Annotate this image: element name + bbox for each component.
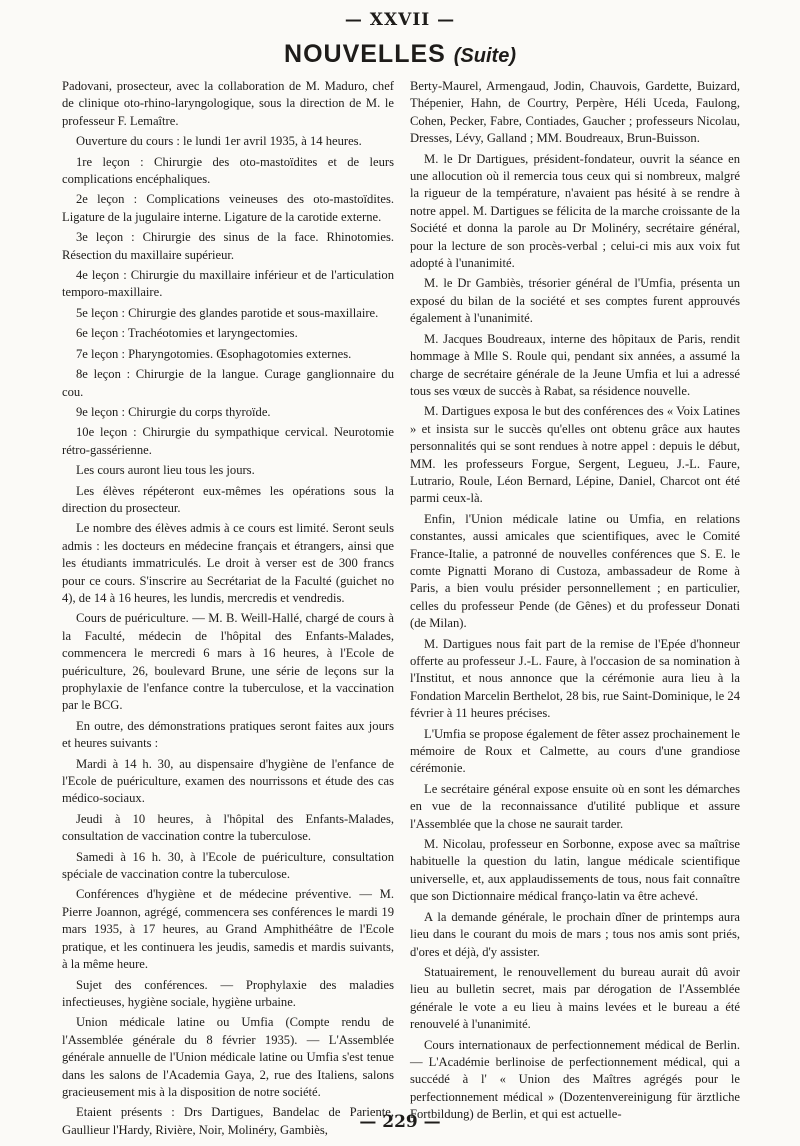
paragraph: Conférences d'hygiène et de médecine préventive. — M. Pierre Joannon, agrégé, commencera ses conférences le mardi 19 mars 1935, à 17 heures, au Grand Amphithéâtre de l'Ecole pratique, et les continuera les jeudis, samedis et mardis suivants, à la même heure. [62,887,394,972]
paragraph: 7e leçon : Pharyngotomies. Œsophagotomies externes. [76,346,352,361]
paragraph: 3e leçon : Chirurgie des sinus de la face. Rhinotomies. Résection du maxillaire supérieur. [62,230,394,262]
paragraph: M. Nicolau, professeur en Sorbonne, expose avec sa maîtrise habituelle la question du latin, langue médicale scientifique universelle, et, aux applaudissements de tous, nous fait connaître que son Dictionnaire médical franço-latin va être achevé. [410,837,740,904]
paragraph: 1re leçon : Chirurgie des oto-mastoïdites et de leurs complications encéphaliques. [62,154,394,187]
right-column [410,78,740,1122]
roman-folio: — XXVII — [344,10,456,30]
paragraph: A la demande générale, le prochain dîner de printemps aura lieu dans le courant du mois de mars ; tous nos amis sont priés, d'ores et déjà, d'y assister. [410,909,740,959]
paragraph: Jeudi à 10 heures, à l'hôpital des Enfants-Malades, consultation de vaccination contre la tuberculose. [62,811,394,844]
heading-title: NOUVELLES [284,40,446,68]
page-number: — 229 — [359,1112,441,1132]
paragraph: En outre, des démonstrations pratiques seront faites aux jours et heures suivants : [62,718,394,751]
paragraph: Padovani, prosecteur, avec la collaboration de M. Maduro, chef de clinique oto-rhino-laryngologique, sous la direction de M. le professeur F. Lemaître. [62,79,394,128]
paragraph: Enfin, l'Union médicale latine ou Umfia, en relations constantes, aussi amicales que scientifiques, avec le Comité France-Italie, a patronné de nouvelles conférences que S. E. le comte Pignatti Morano di Custoza, ambassadeur de Rome à Paris, a bien voulu présider personnellement ; en particulier, celles du professeur Pende (de Gênes) et du professeur Donati (de Milan). [410,511,740,631]
paragraph: Etaient présents : Drs Dartigues, Bandelac de Pariente, Gaullieur l'Hardy, Rivière, Noir, Molinéry, Gambiès, [62,1105,394,1137]
paragraph: Statuairement, le renouvellement du bureau aurait dû avoir lieu au bulletin secret, mais par dérogation de l'Assemblée générale le vote a eu lieu à mains levées et le bureau a été renouvelé à l'unanimité. [410,964,740,1032]
paragraph: M. Dartigues nous fait part de la remise de l'Epée d'honneur offerte au professeur J.-L. Faure, à l'occasion de sa nomination à l'Institut, et nous annonce que la cérémonie aura lieu à la Fondation Marcelin Berthelot, 28 bis, rue Saint-Dominique, le 24 février à 11 heures précises. [410,636,740,721]
paragraph: 5e leçon : Chirurgie des glandes parotide et sous-maxillaire. [76,305,379,320]
paragraph: M. Jacques Boudreaux, interne des hôpitaux de Paris, rendit hommage à Mlle S. Roule qui, pendant six années, a assumé la charge de secrétaire générale de la Jeune Umfia et lui a adressé tous ses vœux de succès à Rabat, sa résidence nouvelle. [410,331,740,398]
paragraph: M. Dartigues exposa le but des conférences des « Voix Latines » et insista sur le succès qu'elles ont obtenu grâce aux hautes personnalités qui se sont rendues à notre appel : depuis le début, MM. les professeurs Forgue, Sergent, Legueu, J.-L. Faure, Lutrario, Roule, Léon Bernard, Lépine, Daniel, Charcot ont été parmi ceux-là. [410,404,740,506]
paragraph: Berty-Maurel, Armengaud, Jodin, Chauvois, Gardette, Buizard, Thépenier, Hahn, de Courtry, Perpère, Héli Uceda, Faulong, Cohen, Pecker, Fabre, Contiades, Gaucher ; professeurs Nicolau, Dresses, Lévy, Galland ; MM. Boudreaux, Brun-Buisson. [410,79,740,146]
paragraph: 4e leçon : Chirurgie du maxillaire inférieur et de l'articulation temporo-maxillaire. [62,268,394,300]
paragraph: Cours de puériculture. — M. B. Weill-Hallé, chargé de cours à la Faculté, médecin de l'hôpital des Enfants-Malades, commencera le mercredi 6 mars à 16 heures, à l'Ecole de puériculture, 26, boulevard Brune, une série de leçons sur la prophylaxie de l'enfance contre la tuberculose, et la vaccination par le BCG. [62,611,394,713]
section-heading [0,40,800,69]
paragraph: 8e leçon : Chirurgie de la langue. Curage ganglionnaire du cou. [62,367,394,399]
paragraph: Les élèves répéteront eux-mêmes les opérations sous la direction du prosecteur. [62,483,394,515]
left-column [62,78,394,1137]
paragraph: 9e leçon : Chirurgie du corps thyroïde. [76,404,271,419]
paragraph: M. le Dr Gambiès, trésorier général de l'Umfia, présenta un exposé du bilan de la société et ses comptes furent approuvés également à l'unanimité. [410,276,740,326]
paragraph: Mardi à 14 h. 30, au dispensaire d'hygiène de l'enfance de l'Ecole de puériculture, examen des nourrissons et étude des cas médico-sociaux. [62,756,394,806]
paragraph: Union médicale latine ou Umfia (Compte rendu de l'Assemblée générale du 8 février 1935). — L'Assemblée générale annuelle de l'Union médicale latine ou Umfia s'est tenue dans les salons de l'Academia Gaya, 2, rue des Italiens, salons gracieusement mis à la disposition de notre société. [62,1015,394,1099]
paragraph: Sujet des conférences. — Prophylaxie des maladies infectieuses, hygiène sociale, hygiène urbaine. [62,977,394,1009]
paragraph: Ouverture du cours : le lundi 1er avril 1935, à 14 heures. [76,134,362,149]
paragraph: 2e leçon : Complications veineuses des oto-mastoïdites. Ligature de la jugulaire interne. Ligature de la carotide externe. [62,192,394,224]
paragraph: 10e leçon : Chirurgie du sympathique cervical. Neurotomie rétro-gassérienne. [62,425,394,457]
paragraph: Cours internationaux de perfectionnement médical de Berlin. — L'Académie berlinoise de perfectionnement médical, qui a succédé à l' « Union des Maîtres agrégés pour le perfectionnement médical » (Dozentenvereinigung für ärztliche Fortbildung) de Berlin, et qui est actuelle- [410,1037,740,1122]
paragraph: Les cours auront lieu tous les jours. [76,463,255,478]
paragraph: Samedi à 16 h. 30, à l'Ecole de puériculture, consultation spéciale de vaccination contre la tuberculose. [62,849,394,882]
heading-suffix: (Suite) [453,45,516,67]
paragraph: M. le Dr Dartigues, président-fondateur, ouvrit la séance en une allocution où il remercia tous ceux qui si nombreux, malgré la rigueur de la température, n'avaient pas hésité à se rendre à notre appel. M. Dartigues se félicita de la marche croissante de la Société et donna la parole au Dr Molinéry, secrétaire général, pour la lecture de son procès-verbal ; celui-ci mis aux voix fut adopté à l'unanimité. [410,151,740,271]
paragraph: Le secrétaire général expose ensuite où en sont les démarches en vue de la reconnaissance d'utilité publique et assure l'Assemblée que la chose ne saurait tarder. [410,781,740,831]
paragraph: Le nombre des élèves admis à ce cours est limité. Seront seuls admis : les docteurs en médecine français et étrangers, ainsi que les étudiants immatriculés. Le droit à verser est de 300 francs pour ce cours. S'inscrire au Secrétariat de la Faculté (guichet no 4), de 14 à 16 heures, les lundis, mercredis et vendredis. [62,521,394,605]
paragraph: 6e leçon : Trachéotomies et laryngectomies. [76,326,298,341]
paragraph: L'Umfia se propose également de fêter assez prochainement le mémoire de Roux et Calmette, au cours d'une grandiose cérémonie. [410,726,740,776]
